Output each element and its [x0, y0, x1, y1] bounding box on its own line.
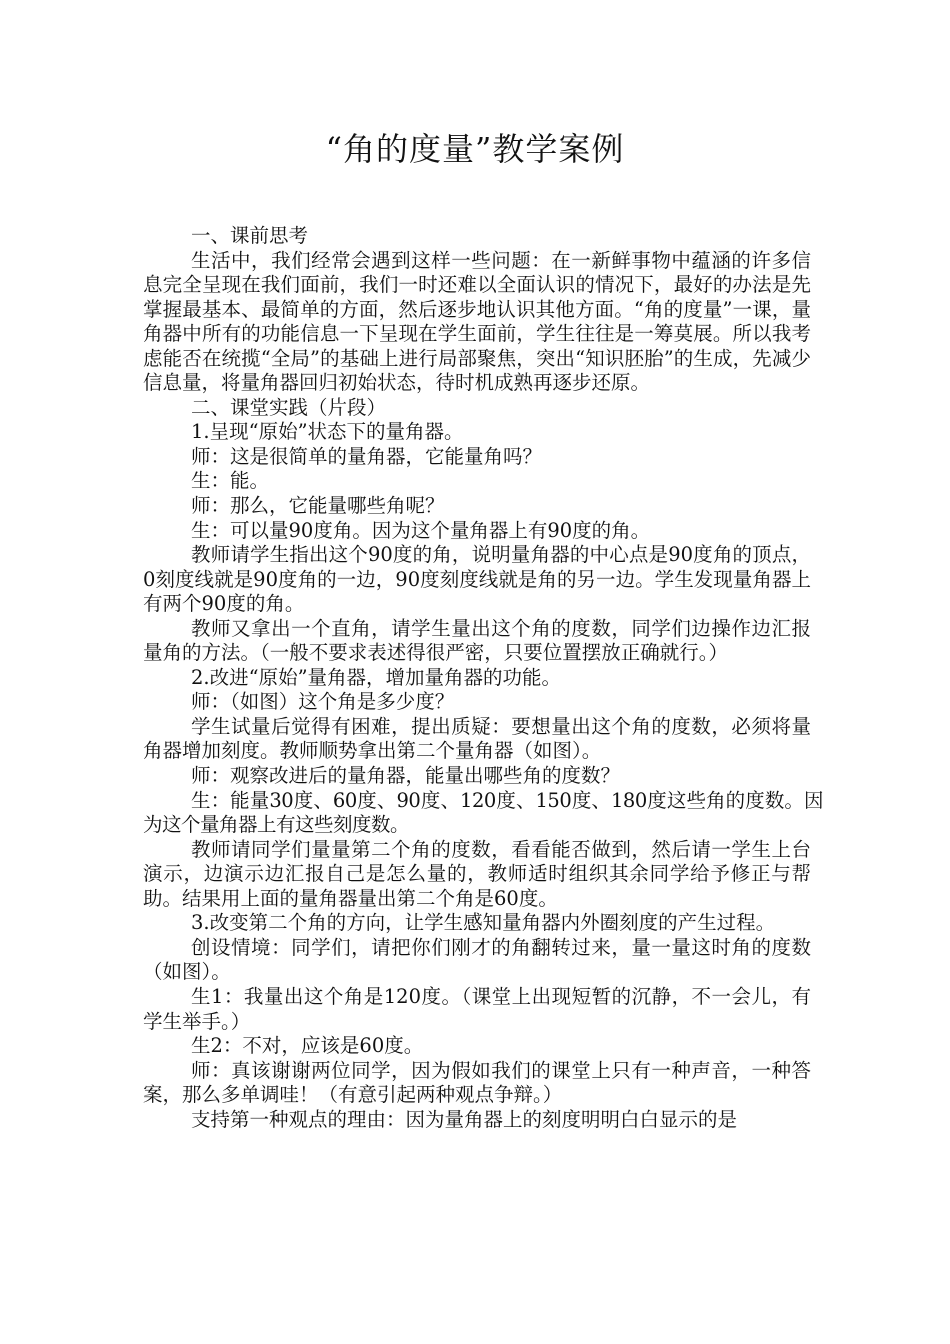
- document-title: “角的度量”教学案例: [325, 130, 625, 168]
- step-heading-2: 2.改进“原始”量角器，增加量角器的功能。: [191, 665, 562, 689]
- paragraph: 支持第一种观点的理由：因为量角器上的刻度明明白白显示的是: [191, 1107, 738, 1131]
- section-heading-reflection: 一、课前思考: [191, 224, 309, 247]
- dialogue-line: 生：能量30度、60度、90度、120度、150度、180度这些角的度数。因为这个量角器上有这些刻度数。: [143, 788, 823, 837]
- paragraph: 教师请学生指出这个90度的角，说明量角器的中心点是90度角的顶点，0刻度线就是90度角的一边，90度刻度线就是角的另一边。学生发现量角器上有两个90度的角。: [143, 543, 811, 616]
- paragraph: 学生试量后觉得有困难，提出质疑：要想量出这个角的度数，必须将量角器增加刻度。教师顺势拿出第二个量角器（如图）。: [143, 714, 811, 763]
- step-heading-3: 3.改变第二个角的方向，让学生感知量角器内外圈刻度的产生过程。: [191, 911, 776, 935]
- paragraph: 教师又拿出一个直角，请学生量出这个角的度数，同学们边操作边汇报量角的方法。（一般不要求表述得很严密，只要位置摆放正确就行。）: [143, 616, 811, 665]
- document-body: [143, 224, 823, 1132]
- dialogue-line: 师：观察改进后的量角器，能量出哪些角的度数？: [191, 764, 621, 788]
- paragraph: 教师请同学们量量第二个角的度数，看看能否做到，然后请一学生上台演示，边演示边汇报自己是怎么量的，教师适时组织其余同学给予修正与帮助。结果用上面的量角器量出第二个角是60度。: [143, 837, 811, 910]
- dialogue-line: 生1：我量出这个角是120度。（课堂上出现短暂的沉静，不一会儿，有学生举手。）: [143, 984, 811, 1033]
- dialogue-line: 生：可以量90度角。因为这个量角器上有90度的角。: [191, 518, 651, 542]
- paragraph-reflection: 生活中，我们经常会遇到这样一些问题：在一新鲜事物中蕴涵的许多信息完全呈现在我们面前，我们一时还难以全面认识的情况下，最好的办法是先掌握最基本、最简单的方面，然后逐步地认识其他方面。“角的度量”一课，量角器中所有的功能信息一下呈现在学生面前，学生往往是一筹莫展。所以我考虑能否在统揽“全局”的基础上进行局部聚焦，突出“知识胚胎”的生成，先减少信息量，将量角器回归初始状态，待时机成熟再逐步还原。: [143, 248, 811, 395]
- step-heading-1: 1.呈现“原始”状态下的量角器。: [191, 420, 464, 444]
- dialogue-line: 生：能。: [191, 469, 270, 493]
- dialogue-line: 师：那么，它能量哪些角呢？: [191, 494, 445, 518]
- section-heading-practice: 二、课堂实践（片段）: [191, 395, 387, 419]
- dialogue-line: 师：这是很简单的量角器，它能量角吗？: [191, 444, 543, 468]
- paragraph: 创设情境：同学们，请把你们刚才的角翻转过来，量一量这时角的度数（如图）。: [143, 935, 811, 984]
- dialogue-line: 师：真该谢谢两位同学，因为假如我们的课堂上只有一种声音，一种答案，那么多单调哇！（有意引起两种观点争辩。）: [143, 1058, 811, 1107]
- dialogue-line: 生2：不对，应该是60度。: [191, 1034, 424, 1058]
- dialogue-line: 师：（如图）这个角是多少度？: [191, 690, 455, 714]
